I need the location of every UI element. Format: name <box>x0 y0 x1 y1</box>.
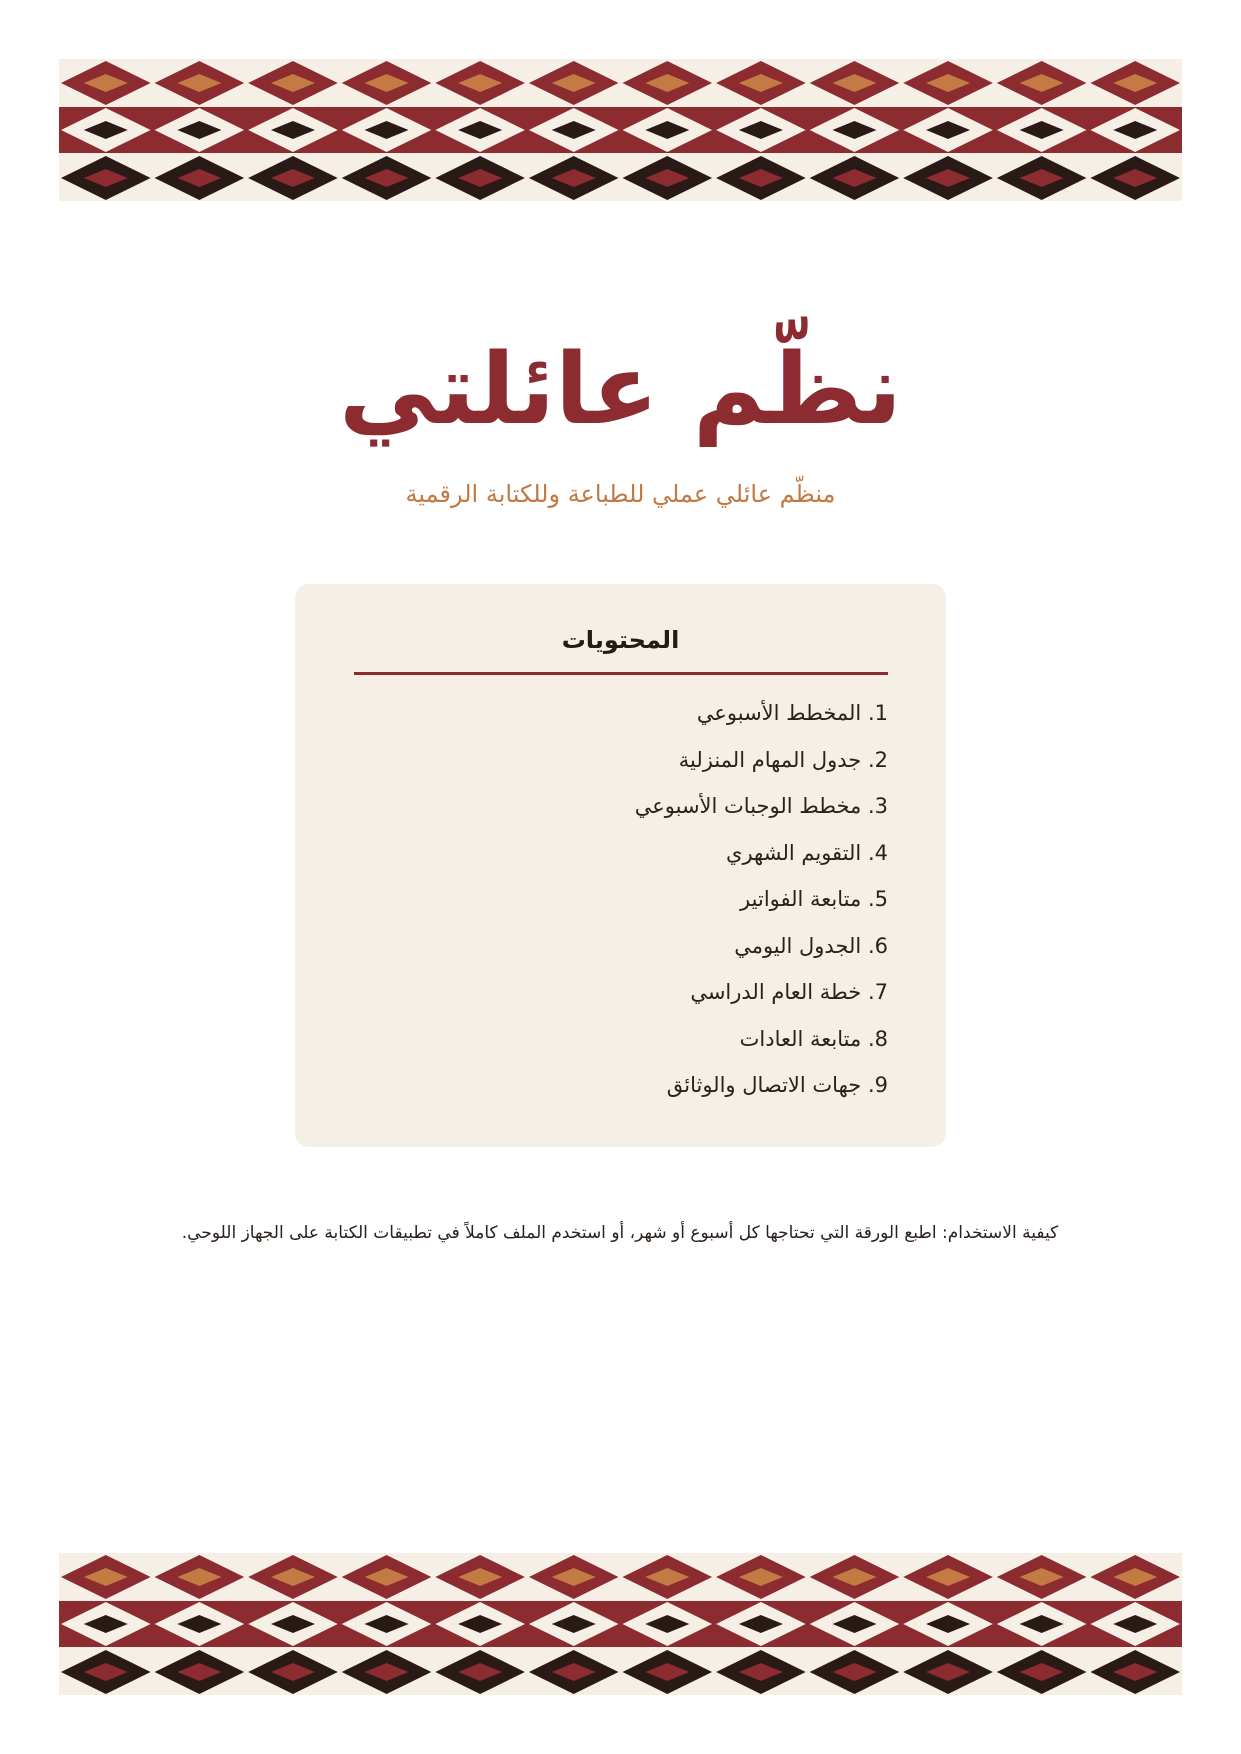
page-subtitle: منظّم عائلي عملي للطباعة وللكتابة الرقمية <box>405 480 836 508</box>
contents-item[interactable] <box>354 737 888 784</box>
contents-divider <box>354 672 888 675</box>
top-decorative-border <box>59 59 1182 201</box>
page-title: نظّم عائلتي <box>339 333 902 447</box>
contents-item-number: 5. <box>867 887 888 911</box>
contents-item[interactable] <box>354 830 888 877</box>
contents-item-label: متابعة الفواتير <box>740 887 862 911</box>
contents-item-number: 1. <box>867 701 888 725</box>
contents-heading: المحتويات <box>561 626 680 654</box>
contents-item[interactable] <box>354 1016 888 1063</box>
contents-item[interactable] <box>354 1062 888 1109</box>
contents-item[interactable] <box>354 690 888 737</box>
contents-list <box>354 690 888 1109</box>
contents-item-label: جدول المهام المنزلية <box>678 747 862 772</box>
contents-item[interactable] <box>354 783 888 830</box>
contents-item-label: التقويم الشهري <box>726 840 862 865</box>
table-of-contents <box>295 584 946 1147</box>
contents-item-label: مخطط الوجبات الأسبوعي <box>634 794 862 818</box>
contents-item-number: 4. <box>867 840 888 865</box>
contents-item-label: خطة العام الدراسي <box>690 980 862 1004</box>
contents-item-label: الجدول اليومي <box>734 933 862 958</box>
contents-item[interactable] <box>354 923 888 970</box>
contents-item-number: 9. <box>867 1073 888 1097</box>
contents-item-label: متابعة العادات <box>739 1026 862 1051</box>
contents-item-number: 3. <box>867 794 888 818</box>
contents-item[interactable] <box>354 969 888 1016</box>
usage-instructions: كيفية الاستخدام: اطبع الورقة التي تحتاجها كل أسبوع أو شهر، أو استخدم الملف كاملاً في تطبيقات الكتابة على الجهاز اللوحي. <box>181 1223 1059 1243</box>
contents-item-label: المخطط الأسبوعي <box>696 701 862 725</box>
contents-item-label: جهات الاتصال والوثائق <box>666 1073 862 1097</box>
contents-item-number: 6. <box>867 933 888 958</box>
contents-item-number: 2. <box>867 747 888 772</box>
contents-item-number: 7. <box>867 980 888 1004</box>
bottom-decorative-border <box>59 1553 1182 1695</box>
contents-item-number: 8. <box>867 1026 888 1051</box>
contents-item[interactable] <box>354 876 888 923</box>
